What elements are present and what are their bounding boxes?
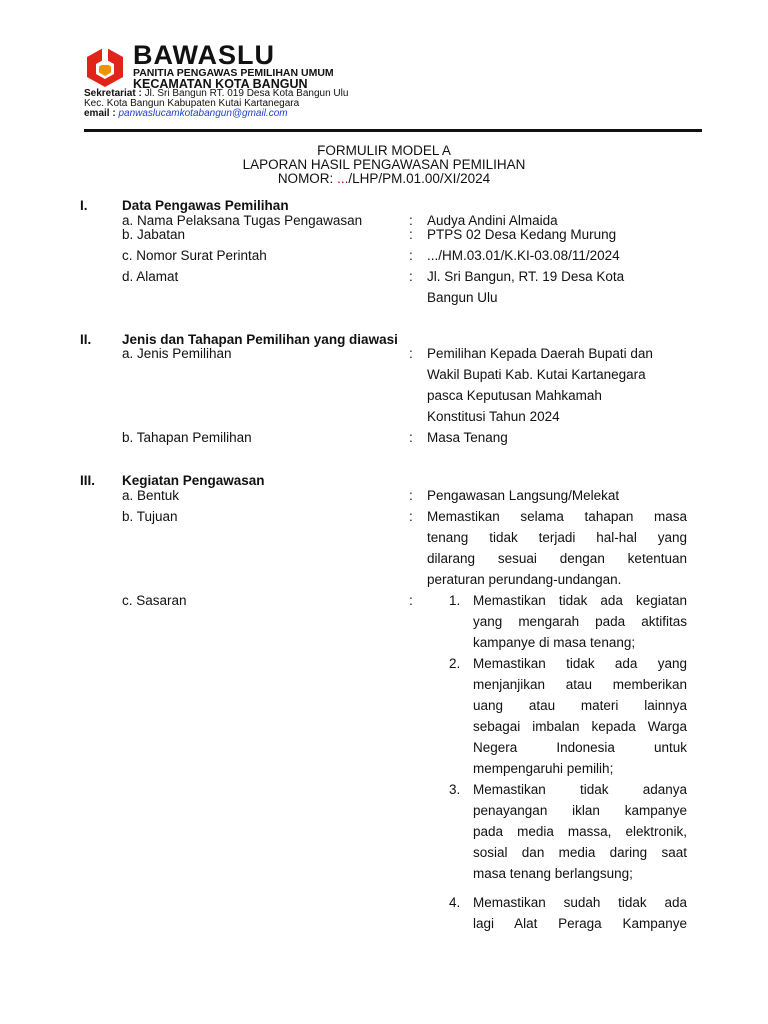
s3-a-value: Pengawasan Langsung/Melekat [427,488,620,503]
sasaran-item-line: Memastikan sudah tidak ada [473,895,687,910]
s1-b-value: PTPS 02 Desa Kedang Murung [427,227,617,242]
nomor-prefix: NOMOR: [277,171,338,186]
nomor-placeholder: ... [337,171,349,186]
letterhead-divider [84,129,702,132]
section-2-numeral: II. [80,332,92,347]
sasaran-item-line: Negera Indonesia untuk [473,740,687,755]
sasaran-item-line: lagi Alat Peraga Kampanye [473,916,687,931]
sasaran-item-line: uang atau materi lainnya [473,698,687,713]
form-title: FORMULIR MODEL A [317,143,451,158]
s1-c-label: c. Nomor Surat Perintah [122,248,267,263]
section-3-title: Kegiatan Pengawasan [122,473,265,488]
address-line-2: Kec. Kota Bangun Kabupaten Kutai Kartanegara [84,98,300,109]
brand-name: BAWASLU [133,40,275,70]
s1-b-label: b. Jabatan [122,227,186,242]
s2-a-value-line-4: Konstitusi Tahun 2024 [427,409,560,424]
email-line [84,108,288,119]
s3-b-value-line-4: peraturan perundang-undangan. [427,572,622,587]
colon: : [409,248,413,263]
sasaran-item-number: 1. [449,593,461,608]
s1-d-value-line-1: Jl. Sri Bangun, RT. 19 Desa Kota [427,269,625,284]
colon: : [409,593,413,608]
s2-b-value: Masa Tenang [427,430,508,445]
org-line-2: KECAMATAN KOTA BANGUN [133,77,308,91]
sasaran-item-number: 3. [449,782,461,797]
s1-d-value-line-2: Bangun Ulu [427,290,498,305]
secretariat-label: Sekretariat : [84,88,142,99]
colon: : [409,488,413,503]
s2-b-label: b. Tahapan Pemilihan [122,430,252,445]
colon: : [409,346,413,361]
sasaran-item-line: penayangan iklan kampanye [473,803,687,818]
section-2-title: Jenis dan Tahapan Pemilihan yang diawasi [122,332,398,347]
s3-a-label: a. Bentuk [122,488,180,503]
section-3-numeral: III. [80,473,96,488]
colon: : [409,227,413,242]
sasaran-item-line: Memastikan tidak ada yang [473,656,687,671]
sasaran-item-line: pada media massa, elektronik, [473,824,687,839]
colon: : [409,269,413,284]
s3-c-label: c. Sasaran [122,593,187,608]
sasaran-item-line: mempengaruhi pemilih; [473,761,614,776]
s2-a-value-line-3: pasca Keputusan Mahkamah [427,388,602,403]
sasaran-item-line: yang mengarah pada aktifitas [473,614,687,629]
s1-c-value: .../HM.03.01/K.KI-03.08/11/2024 [427,248,620,263]
sasaran-item-line: masa tenang berlangsung; [473,866,633,881]
email-link[interactable]: panwaslucamkotabangun@gmail.com [118,108,288,119]
bawaslu-logo [83,45,127,89]
s3-b-value-line-2: tenang tidak terjadi hal-hal yang [427,530,687,545]
sasaran-item-line: menjanjikan atau memberikan [473,677,687,692]
org-line-1: PANITIA PENGAWAS PEMILIHAN UMUM [133,67,334,79]
sasaran-item-line: kampanye di masa tenang; [473,635,636,650]
sasaran-item-line: Memastikan tidak ada kegiatan [473,593,687,608]
s2-a-value-line-2: Wakil Bupati Kab. Kutai Kartanegara [427,367,646,382]
s1-d-label: d. Alamat [122,269,179,284]
secretariat-value: Jl. Sri Bangun RT. 019 Desa Kota Bangun Ulu [144,88,349,99]
s2-a-value-line-1: Pemilihan Kepada Daerah Bupati dan [427,346,653,361]
colon: : [409,509,413,524]
s3-b-value-line-3: dilarang sesuai dengan ketentuan [427,551,687,566]
s2-a-label: a. Jenis Pemilihan [122,346,232,361]
s1-a-value: Audya Andini Almaida [427,213,558,228]
email-label: email : [84,108,116,119]
s1-a-label: a. Nama Pelaksana Tugas Pengawasan [122,213,363,228]
sasaran-item-number: 2. [449,656,461,671]
report-title: LAPORAN HASIL PENGAWASAN PEMILIHAN [242,157,526,172]
s3-b-value-line-1: Memastikan selama tahapan masa [427,509,687,524]
s3-b-label: b. Tujuan [122,509,178,524]
sasaran-item-line: Memastikan tidak adanya [473,782,687,797]
section-1-title: Data Pengawas Pemilihan [122,198,289,213]
nomor-suffix: /LHP/PM.01.00/XI/2024 [348,171,491,186]
sasaran-item-line: sebagai imbalan kepada Warga [473,719,687,734]
sasaran-item-number: 4. [449,895,461,910]
colon: : [409,430,413,445]
section-1-numeral: I. [80,198,88,213]
report-number [0,171,768,186]
colon: : [409,213,413,228]
sasaran-item-line: sosial dan media daring saat [473,845,687,860]
